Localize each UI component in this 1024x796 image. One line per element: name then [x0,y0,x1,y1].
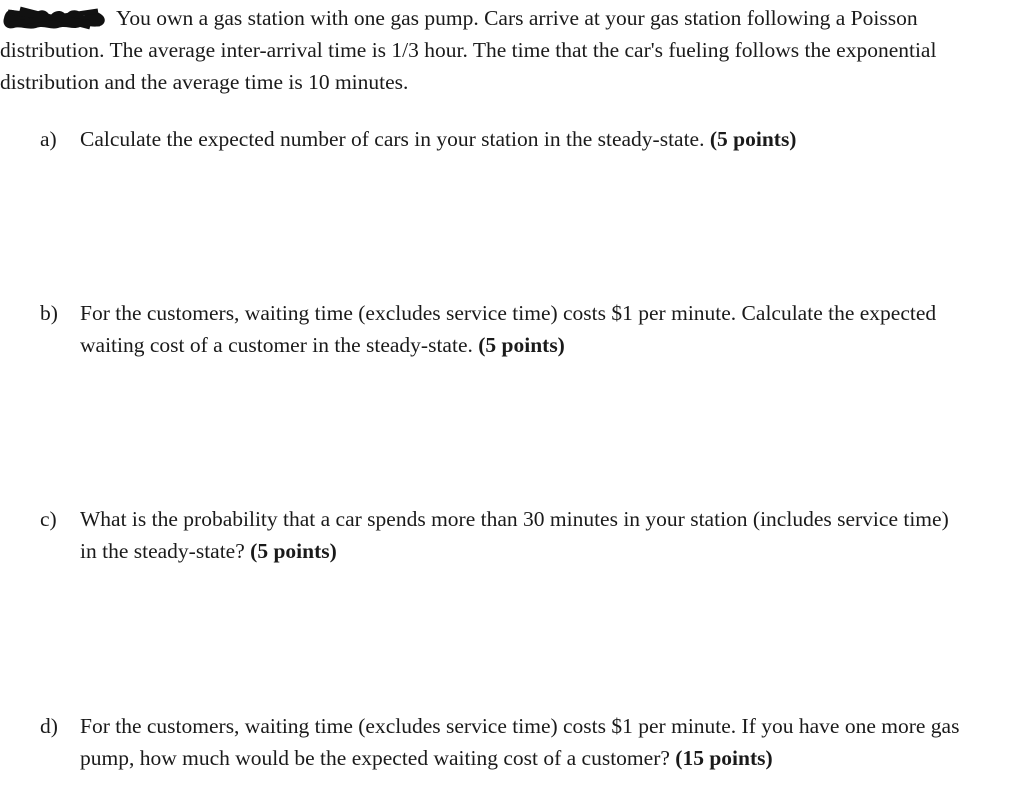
question-label: a) [40,127,57,151]
question-points: (15 points) [675,746,773,770]
question-c [40,503,970,567]
question-points: (5 points) [709,127,797,151]
question-label: b) [40,301,58,325]
question-points: (5 points) [478,333,565,357]
question-text: What is the probability that a car spends more than 30 minutes in your station (includes service time) in the steady-state? [80,507,949,563]
problem-intro [0,2,1010,98]
question-a [40,123,970,155]
question-label: d) [40,714,58,738]
question-text: For the customers, waiting time (excludes service time) costs $1 per minute. Calculate the expected waiting cost of a customer in the steady-state. [80,301,937,357]
redaction-scribble [0,6,110,30]
question-text: Calculate the expected number of cars in your station in the steady-state. [80,127,705,151]
question-b [40,297,970,361]
question-text: For the customers, waiting time (excludes service time) costs $1 per minute. If you have one more gas pump, how much would be the expected waiting cost of a customer? [80,714,960,770]
question-label: c) [40,507,57,531]
question-points: (5 points) [250,539,337,563]
question-d [40,710,970,774]
intro-text: You own a gas station with one gas pump. Cars arrive at your gas station following a Poisson distribution. The average inter-arrival time is 1/3 hour. The time that the car's fueling follows the exponential distribution and the average time is 10 minutes. [0,6,937,94]
